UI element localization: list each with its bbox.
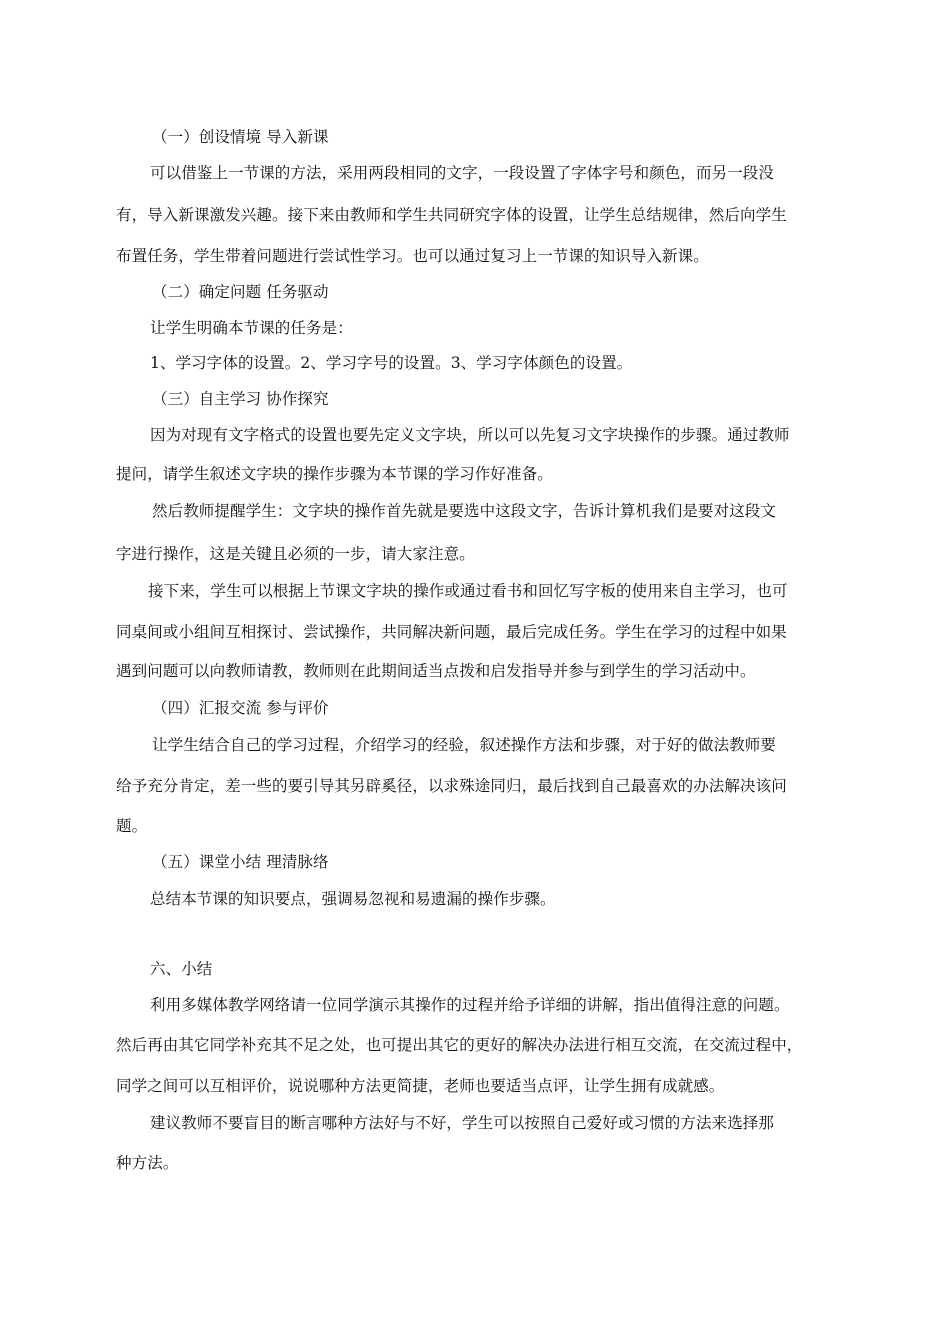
paragraph-line: 1、学习字体的设置。2、学习字号的设置。3、学习字体颜色的设置。 [150, 354, 633, 372]
paragraph-line: 然后再由其它同学补充其不足之处，也可提出其它的更好的解决办法进行相互交流，在交流过程中， [116, 1036, 803, 1054]
paragraph-line: 布置任务，学生带着问题进行尝试性学习。也可以通过复习上一节课的知识导入新课。 [116, 247, 709, 265]
paragraph-line: 有，导入新课激发兴趣。接下来由教师和学生共同研究字体的设置，让学生总结规律，然后向学生 [116, 206, 787, 224]
paragraph-line: 给予充分肯定，差一些的要引导其另辟奚径，以求殊途同归，最后找到自己最喜欢的办法解决该问 [116, 777, 787, 795]
section-heading-5: （五）课堂小结 理清脉络 [152, 853, 329, 871]
paragraph-line: 然后教师提醒学生：文字块的操作首先就是要选中这段文字，告诉计算机我们是要对这段文 [152, 502, 777, 520]
paragraph-line: 可以借鉴上一节课的方法，采用两段相同的文字，一段设置了字体字号和颜色，而另一段没 [150, 164, 775, 182]
section-heading-2: （二）确定问题 任务驱动 [152, 283, 329, 301]
paragraph-line: 遇到问题可以向教师请教，教师则在此期间适当点拨和启发指导并参与到学生的学习活动中。 [116, 662, 756, 680]
paragraph-line: 提问，请学生叙述文字块的操作步骤为本节课的学习作好准备。 [116, 465, 553, 483]
section-heading-3: （三）自主学习 协作探究 [152, 390, 329, 408]
paragraph-line: 让学生明确本节课的任务是： [150, 319, 353, 337]
paragraph-line: 题。 [116, 817, 148, 835]
paragraph-line: 建议教师不要盲目的断言哪种方法好与不好，学生可以按照自己爱好或习惯的方法来选择那 [150, 1114, 775, 1132]
section-heading-4: （四）汇报交流 参与评价 [152, 699, 329, 717]
paragraph-line: 因为对现有文字格式的设置也要先定义文字块，所以可以先复习文字块操作的步骤。通过教师 [150, 426, 790, 444]
paragraph-line: 总结本节课的知识要点，强调易忽视和易遗漏的操作步骤。 [150, 890, 556, 908]
paragraph-line: 字进行操作，这是关键且必须的一步，请大家注意。 [116, 545, 475, 563]
paragraph-line: 接下来，学生可以根据上节课文字块的操作或通过看书和回忆写字板的使用来自主学习，也可 [148, 582, 788, 600]
section-heading-1: （一）创设情境 导入新课 [152, 128, 329, 146]
section-heading-6: 六、小结 [150, 960, 213, 978]
paragraph-line: 同学之间可以互相评价，说说哪种方法更简捷，老师也要适当点评，让学生拥有成就感。 [116, 1077, 725, 1095]
paragraph-line: 同桌间或小组间互相探讨、尝试操作，共同解决新问题，最后完成任务。学生在学习的过程中如果 [116, 623, 787, 641]
paragraph-line: 利用多媒体教学网络请一位同学演示其操作的过程并给予详细的讲解，指出值得注意的问题。 [150, 996, 790, 1014]
paragraph-line: 让学生结合自己的学习过程，介绍学习的经验，叙述操作方法和步骤，对于好的做法教师要 [152, 736, 777, 754]
paragraph-line: 种方法。 [116, 1154, 179, 1172]
